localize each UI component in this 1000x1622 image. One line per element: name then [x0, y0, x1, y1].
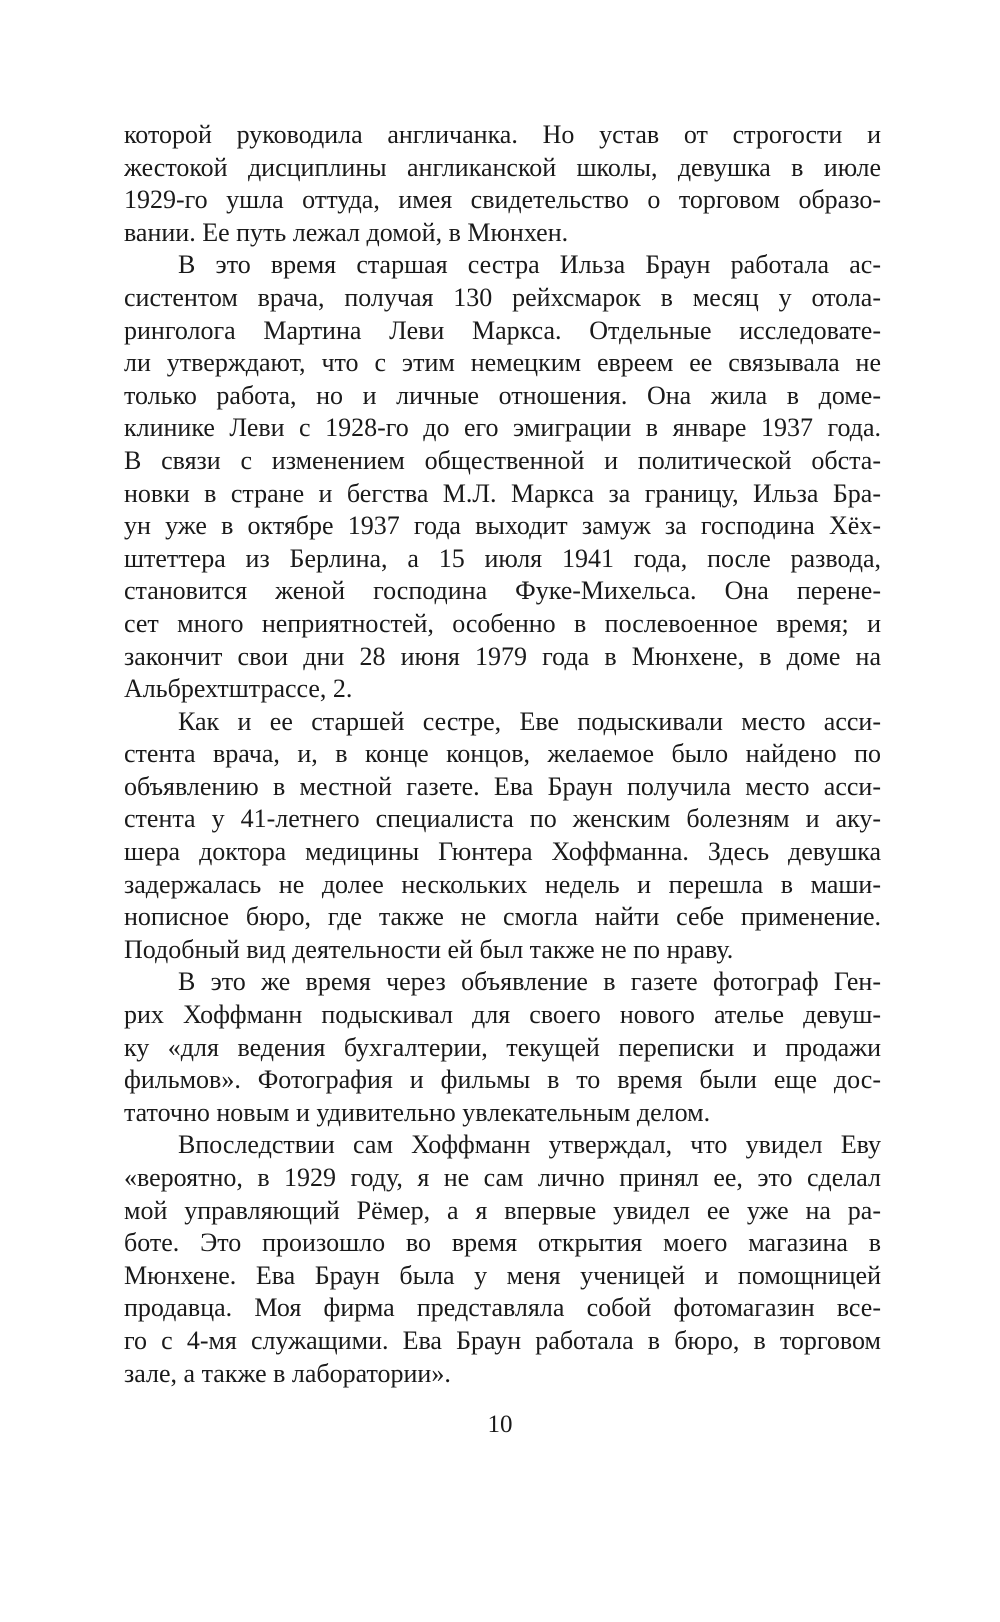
text-line: только работа, но и личные отношения. Она жила в доме-	[124, 380, 881, 410]
text-line: В это время старшая сестра Ильза Браун работала ас-	[178, 250, 881, 280]
text-line: ун уже в октябре 1937 года выходит замуж за господина Хёх-	[124, 511, 881, 541]
text-line: В связи с изменением общественной и политической обста-	[124, 445, 881, 475]
text-line: ку «для ведения бухгалтерии, текущей переписки и продажи	[124, 1032, 881, 1062]
paragraph	[124, 966, 881, 1129]
text-line: го с 4-мя служащими. Ева Браун работала в бюро, в торговом	[124, 1325, 881, 1355]
text-line: становится женой господина Фуке-Михельса. Она перене-	[124, 576, 881, 606]
text-line: Как и ее старшей сестре, Еве подыскивали место асси-	[178, 706, 881, 736]
text-line: новки в стране и бегства М.Л. Маркса за границу, Ильза Бра-	[124, 478, 881, 508]
text-line: сет много неприятностей, особенно в послевоенное время; и	[124, 608, 881, 638]
text-line: вании. Ее путь лежал домой, в Мюнхен.	[124, 217, 569, 247]
text-line: штеттера из Берлина, а 15 июля 1941 года, после развода,	[124, 543, 881, 573]
text-line: Альбрехтштрассе, 2.	[124, 674, 353, 704]
text-line: зале, а также в лаборатории».	[124, 1358, 451, 1388]
text-line: фильмов». Фотография и фильмы в то время были еще дос-	[124, 1065, 881, 1095]
text-line: шера доктора медицины Гюнтера Хоффманна. Здесь девушка	[124, 837, 881, 867]
text-line: жестокой дисциплины англиканской школы, девушка в июле	[124, 152, 881, 182]
text-line: закончит свои дни 28 июня 1979 года в Мюнхене, в доме на	[124, 641, 881, 671]
paragraph	[124, 119, 881, 249]
page-number: 10	[487, 1411, 513, 1438]
paragraph	[124, 249, 881, 705]
paragraph	[124, 706, 881, 967]
text-line: задержалась не долее нескольких недель и перешла в маши-	[124, 869, 881, 899]
text-line: ринголога Мартина Леви Маркса. Отдельные исследовате-	[124, 315, 881, 345]
text-line: клинике Леви с 1928-го до его эмиграции в январе 1937 года.	[124, 413, 881, 443]
text-line: Впоследствии сам Хоффманн утверждал, что увидел Еву	[178, 1130, 881, 1160]
text-line: таточно новым и удивительно увлекательным делом.	[124, 1097, 711, 1127]
paragraph	[124, 1129, 881, 1390]
text-line: «вероятно, в 1929 году, я не сам лично принял ее, это сделал	[124, 1163, 881, 1192]
text-line: нописное бюро, где также не смогла найти себе применение.	[124, 902, 881, 932]
text-line: 1929-го ушла оттуда, имея свидетельство о торговом образо-	[124, 185, 881, 215]
text-line: стента у 41-летнего специалиста по женским болезням и аку-	[124, 804, 881, 834]
text-line: боте. Это произошло во время открытия моего магазина в	[124, 1228, 881, 1258]
body-text	[124, 119, 881, 1390]
text-line: объявлению в местной газете. Ева Браун получила место асси-	[124, 771, 881, 801]
text-line: стента врача, и, в конце концов, желаемое было найдено по	[124, 739, 881, 769]
text-line: В это же время через объявление в газете фотограф Ген-	[178, 967, 881, 997]
text-line: систентом врача, получая 130 рейхсмарок в месяц у отола-	[124, 282, 881, 312]
text-line: продавца. Моя фирма представляла собой фотомагазин все-	[124, 1293, 881, 1323]
text-line: рих Хоффманн подыскивал для своего нового ателье девуш-	[124, 1000, 881, 1030]
text-line: Подобный вид деятельности ей был также не по нраву.	[124, 934, 734, 964]
text-line: которой руководила англичанка. Но устав от строгости и	[124, 120, 881, 149]
text-line: мой управляющий Рёмер, а я впервые увидел ее уже на ра-	[124, 1195, 881, 1225]
text-line: Мюнхене. Ева Браун была у меня ученицей и помощницей	[124, 1260, 881, 1290]
text-line: ли утверждают, что с этим немецким евреем ее связывала не	[124, 348, 881, 378]
